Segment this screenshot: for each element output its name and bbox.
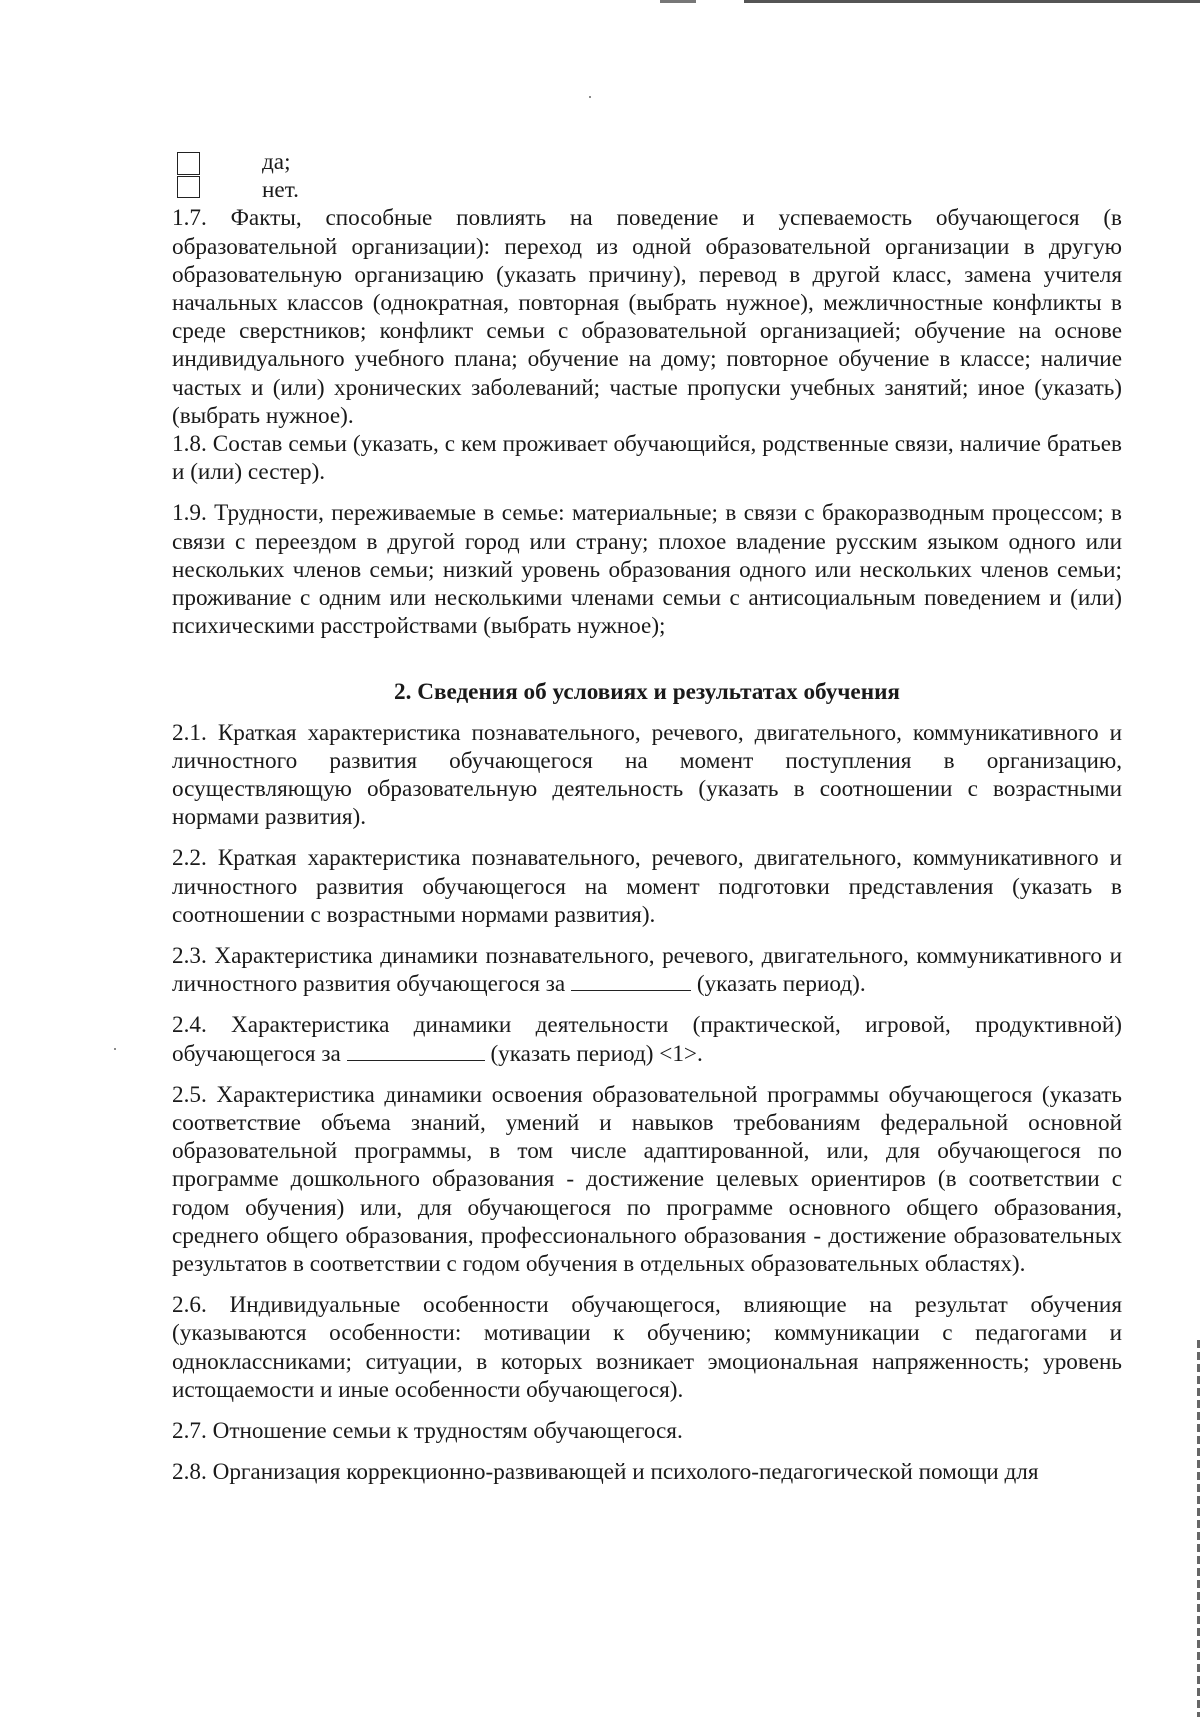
checkbox-option-yes[interactable] <box>172 148 1122 176</box>
checkbox-box[interactable] <box>177 176 200 198</box>
paragraph-2-4 <box>172 1011 1122 1067</box>
checkbox-box[interactable] <box>177 152 200 175</box>
checkbox-option-no[interactable] <box>172 176 1122 204</box>
paragraph-2-7: 2.7. Отношение семьи к трудностям обучающегося. <box>172 1418 683 1445</box>
paragraph-2-3-tail: (указать период). <box>696 971 866 998</box>
checkbox-label: да; <box>262 149 291 175</box>
section-2-title: 2. Сведения об условиях и результатах обучения <box>394 679 900 706</box>
paragraph-2-1: 2.1. Краткая характеристика познавательного, речевого, двигательного, коммуникативного и личностного развития обучающегося на момент поступления в организацию, осуществляющую образовательную деятельность (указать в соотношении с возрастными нормами развития). <box>172 719 1122 831</box>
paragraph-2-3-text: 2.3. Характеристика динамики познавательного, речевого, двигательного, коммуникативного и личностного развития обучающегося за <box>172 943 1122 998</box>
paragraph-1-7: 1.7. Факты, способные повлиять на поведение и успеваемость обучающегося (в образовательной организации): переход из одной образовательной организации в другую образовательную организацию (указать причину), перевод в другой класс, замена учителя начальных классов (однократная, повторная (выбрать нужное), межличностные конфликты в среде сверстников; конфликт семьи с образовательной организацией; обучение на основе индивидуального учебного плана; обучение на дому; повторное обучение в классе; наличие частых и (или) хронических заболеваний; частые пропуски учебных занятий; иное (указать) (выбрать нужное). <box>172 205 1122 429</box>
scan-border-top <box>0 0 1200 3</box>
paragraph-1-9: 1.9. Трудности, переживаемые в семье: материальные; в связи с бракоразводным процессом; в связи с переездом в другой город или страну; плохое владение русским языком одного или нескольких членов семьи; низкий уровень образования одного или нескольких членов семьи; проживание с одним или несколькими членами семьи с антисоциальным поведением и (или) психическими расстройствами (выбрать нужное); <box>172 500 1122 640</box>
paragraph-2-8: 2.8. Организация коррекционно-развивающей и психолого-педагогической помощи для <box>172 1459 1039 1486</box>
paragraph-2-6: 2.6. Индивидуальные особенности обучающегося, влияющие на результат обучения (указываются особенности: мотивации к обучению; коммуникации с педагогами и одноклассниками; ситуации, в которых возникает эмоциональная напряженность; уровень истощаемости и иные особенности обучающегося). <box>172 1292 1122 1403</box>
paragraph-2-4-text: 2.4. Характеристика динамики деятельности (практической, игровой, продуктивной) обучающегося за <box>172 1012 1122 1067</box>
paragraph-1-8: 1.8. Состав семьи (указать, с кем проживает обучающийся, родственные связи, наличие братьев и (или) сестер). <box>172 431 1122 486</box>
scan-speck <box>589 96 591 98</box>
paragraph-2-4-tail: (указать период) <1>. <box>490 1040 703 1067</box>
paragraph-2-2: 2.2. Краткая характеристика познавательного, речевого, двигательного, коммуникативного и личностного развития обучающегося на момент подготовки представления (указать в соотношении с возрастными нормами развития). <box>172 845 1122 928</box>
paragraph-2-3 <box>172 942 1122 998</box>
period-blank-field[interactable] <box>571 970 691 991</box>
paragraph-2-5: 2.5. Характеристика динамики освоения образовательной программы обучающегося (указать соответствие объема знаний, умений и навыков требованиям федеральной основной образовательной программы, в том числе адаптированной, или, для обучающегося по программе дошкольного образования - достижение целевых ориентиров (в соответствии с годом обучения) или, для обучающегося по программе основного общего образования, среднего общего образования, профессионального образования - достижение образовательных результатов в соответствии с годом обучения в отдельных образовательных областях). <box>172 1081 1122 1278</box>
scan-speck <box>114 1048 116 1050</box>
document-page <box>172 148 1122 1487</box>
period-blank-field[interactable] <box>347 1040 485 1061</box>
checkbox-label: нет. <box>262 177 299 204</box>
